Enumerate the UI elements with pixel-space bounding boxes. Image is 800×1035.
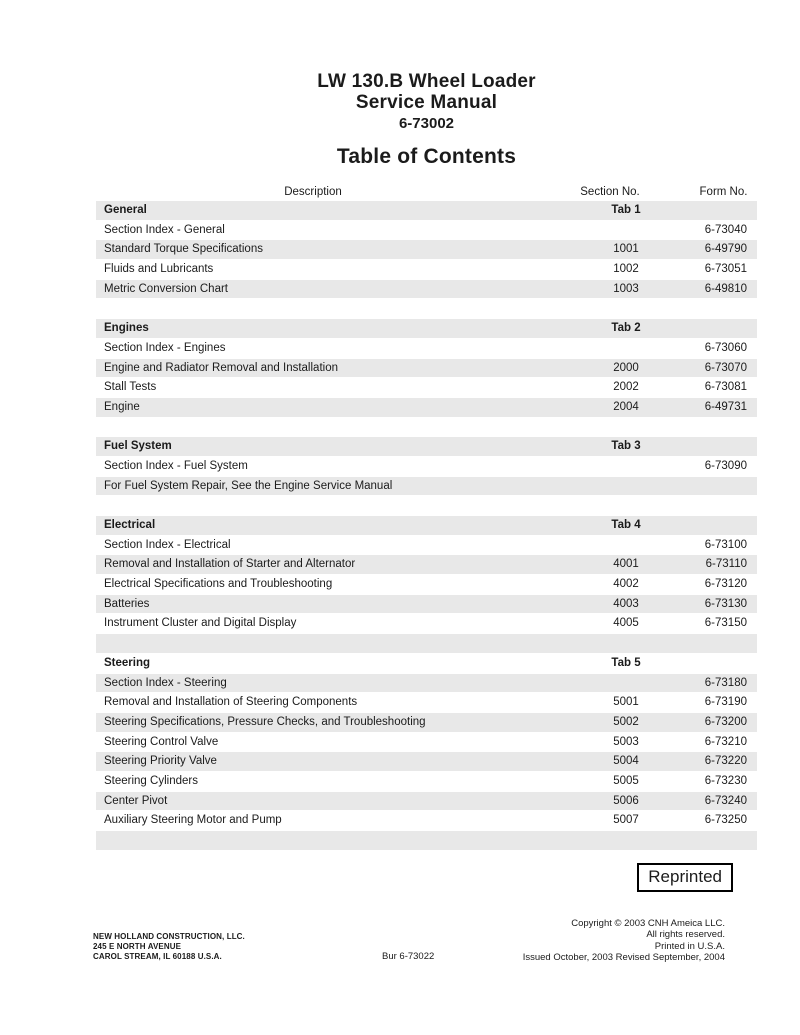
toc-row bbox=[96, 575, 757, 594]
form-no-cell bbox=[690, 319, 757, 338]
section-no-cell: 5005 bbox=[613, 774, 639, 787]
form-no-cell: 6-73040 bbox=[704, 223, 747, 236]
spacer-row bbox=[96, 496, 757, 515]
section-no-cell: 5007 bbox=[613, 814, 639, 827]
section-no-cell bbox=[530, 299, 690, 318]
form-no-cell: 6-73110 bbox=[705, 558, 747, 571]
section-no-cell: 1003 bbox=[613, 282, 639, 295]
toc-row bbox=[96, 457, 757, 476]
column-header-description: Description bbox=[284, 186, 342, 198]
toc-row bbox=[96, 595, 757, 614]
description-cell: Instrument Cluster and Digital Display bbox=[104, 617, 297, 630]
toc-row bbox=[96, 614, 757, 633]
toc-row bbox=[96, 240, 757, 259]
spacer-row bbox=[96, 634, 757, 653]
form-no-cell: 6-73250 bbox=[704, 814, 747, 827]
section-no-cell: Tab 5 bbox=[611, 656, 641, 669]
description-cell: Stall Tests bbox=[104, 381, 157, 394]
description-cell: Auxiliary Steering Motor and Pump bbox=[104, 814, 282, 827]
description-cell: Steering bbox=[104, 656, 151, 669]
section-no-cell: 4001 bbox=[613, 558, 639, 571]
description-cell: General bbox=[104, 204, 147, 216]
spacer-row bbox=[96, 831, 757, 850]
toc-row bbox=[96, 772, 757, 791]
section-no-cell bbox=[530, 634, 690, 653]
form-no-cell: 6-73060 bbox=[704, 341, 747, 354]
description-cell: Section Index - General bbox=[104, 223, 225, 236]
form-no-cell: 6-73051 bbox=[704, 263, 747, 276]
form-no-cell bbox=[690, 477, 757, 496]
form-no-cell: 6-73180 bbox=[704, 676, 747, 689]
column-header-section-no: Section No. bbox=[580, 186, 640, 198]
column-header-form-no: Form No. bbox=[699, 186, 748, 198]
description-cell: Steering Cylinders bbox=[104, 774, 198, 787]
company-address-line: 245 E NORTH AVENUE bbox=[93, 942, 182, 951]
manual-form-code: 6-73002 bbox=[398, 115, 455, 132]
toc-row bbox=[96, 674, 757, 693]
toc-row bbox=[96, 477, 757, 496]
description-cell: Section Index - Fuel System bbox=[104, 459, 248, 472]
description-cell: Steering Control Valve bbox=[104, 735, 219, 748]
form-no-cell: 6-73130 bbox=[704, 597, 747, 610]
toc-row bbox=[96, 260, 757, 279]
form-no-cell: 6-73120 bbox=[704, 578, 747, 591]
toc-table bbox=[96, 201, 757, 850]
section-no-cell: Tab 4 bbox=[611, 519, 641, 531]
section-no-cell: 4005 bbox=[613, 617, 639, 630]
form-no-cell: 6-73070 bbox=[704, 361, 747, 374]
manual-title: LW 130.B Wheel Loader bbox=[317, 71, 536, 92]
description-cell: Engine bbox=[104, 400, 140, 413]
form-no-cell bbox=[690, 516, 757, 535]
description-cell: Standard Torque Specifications bbox=[104, 243, 263, 256]
description-cell bbox=[96, 831, 530, 850]
toc-row bbox=[96, 693, 757, 712]
spacer-row bbox=[96, 299, 757, 318]
section-header-row bbox=[96, 437, 757, 456]
section-no-cell bbox=[530, 496, 690, 515]
description-cell: Section Index - Steering bbox=[104, 676, 227, 689]
section-no-cell: Tab 2 bbox=[611, 322, 641, 335]
section-header-row bbox=[96, 319, 757, 338]
form-no-cell: 6-73200 bbox=[704, 715, 747, 728]
section-no-cell bbox=[530, 457, 690, 476]
toc-row bbox=[96, 378, 757, 397]
toc-row bbox=[96, 536, 757, 555]
form-no-cell: 6-73190 bbox=[704, 696, 747, 709]
section-no-cell: 5002 bbox=[613, 715, 639, 728]
section-no-cell: 5001 bbox=[613, 696, 639, 709]
copyright-line: Copyright © 2003 CNH Ameica LLC. bbox=[571, 918, 725, 929]
description-cell bbox=[96, 418, 530, 437]
spacer-row bbox=[96, 418, 757, 437]
section-no-cell bbox=[530, 477, 690, 496]
document-header bbox=[96, 0, 757, 168]
copyright-block bbox=[523, 918, 725, 964]
section-no-cell bbox=[530, 536, 690, 555]
form-no-cell: 6-49731 bbox=[704, 400, 747, 413]
form-no-cell bbox=[690, 654, 757, 673]
section-no-cell: 2000 bbox=[613, 361, 639, 374]
description-cell: Electrical bbox=[104, 519, 156, 531]
section-no-cell: 5003 bbox=[613, 735, 639, 748]
description-cell: Removal and Installation of Steering Components bbox=[104, 696, 358, 709]
toc-row bbox=[96, 713, 757, 732]
description-cell: Fuel System bbox=[104, 440, 172, 453]
description-cell: Section Index - Electrical bbox=[104, 538, 231, 551]
form-no-cell: 6-73230 bbox=[704, 774, 747, 787]
company-address-block bbox=[93, 932, 245, 962]
toc-row bbox=[96, 733, 757, 752]
description-cell: Batteries bbox=[104, 597, 150, 610]
section-no-cell: 5006 bbox=[613, 794, 639, 807]
description-cell bbox=[96, 299, 530, 318]
section-no-cell: 2004 bbox=[613, 400, 639, 413]
toc-row bbox=[96, 398, 757, 417]
description-cell: Removal and Installation of Starter and Alternator bbox=[104, 558, 356, 571]
form-no-cell: 6-49790 bbox=[704, 243, 747, 256]
toc-row bbox=[96, 792, 757, 811]
form-no-cell: 6-49810 bbox=[704, 282, 747, 295]
description-cell bbox=[96, 496, 530, 515]
form-no-cell bbox=[690, 496, 757, 515]
form-no-cell bbox=[690, 634, 757, 653]
section-no-cell bbox=[530, 418, 690, 437]
section-no-cell: 4002 bbox=[613, 578, 639, 591]
form-no-cell bbox=[690, 299, 757, 318]
toc-row bbox=[96, 280, 757, 299]
section-header-row bbox=[96, 654, 757, 673]
copyright-line: Issued October, 2003 Revised September, 2004 bbox=[522, 952, 725, 964]
section-header-row bbox=[96, 516, 757, 535]
description-cell: Electrical Specifications and Troubleshooting bbox=[104, 578, 333, 591]
toc-row bbox=[96, 811, 757, 830]
section-no-cell bbox=[530, 674, 690, 693]
form-no-cell bbox=[690, 831, 757, 850]
section-no-cell: Tab 1 bbox=[611, 204, 641, 216]
description-cell: Fluids and Lubricants bbox=[104, 263, 214, 276]
toc-row bbox=[96, 359, 757, 378]
form-no-cell: 6-73210 bbox=[704, 735, 747, 748]
form-no-cell: 6-73220 bbox=[704, 755, 747, 768]
toc-row bbox=[96, 221, 757, 240]
company-address-line: CAROL STREAM, IL 60188 U.S.A. bbox=[93, 952, 222, 961]
form-no-cell bbox=[690, 201, 757, 220]
form-no-cell bbox=[690, 418, 757, 437]
form-no-cell: 6-73240 bbox=[704, 794, 747, 807]
description-cell: For Fuel System Repair, See the Engine Service Manual bbox=[104, 479, 393, 492]
manual-subtitle: Service Manual bbox=[355, 92, 498, 113]
section-no-cell bbox=[530, 831, 690, 850]
description-cell: Center Pivot bbox=[104, 794, 168, 807]
description-cell: Engine and Radiator Removal and Installation bbox=[104, 361, 338, 374]
section-no-cell: Tab 3 bbox=[611, 440, 641, 453]
toc-row bbox=[96, 339, 757, 358]
section-no-cell: 1002 bbox=[613, 263, 639, 276]
section-no-cell bbox=[530, 339, 690, 358]
toc-row bbox=[96, 752, 757, 771]
description-cell: Metric Conversion Chart bbox=[104, 282, 228, 295]
section-no-cell bbox=[530, 221, 690, 240]
reprinted-stamp: Reprinted bbox=[637, 863, 733, 892]
description-cell: Steering Priority Valve bbox=[104, 755, 217, 768]
description-cell: Steering Specifications, Pressure Checks, and Troubleshooting bbox=[104, 715, 426, 728]
section-no-cell: 2002 bbox=[613, 381, 639, 394]
page-content bbox=[93, 0, 757, 964]
toc-row bbox=[96, 555, 757, 574]
section-header-row bbox=[96, 201, 757, 220]
description-cell bbox=[96, 634, 530, 653]
company-address-line: NEW HOLLAND CONSTRUCTION, LLC. bbox=[93, 932, 245, 941]
copyright-line: All rights reserved. bbox=[646, 929, 725, 941]
section-no-cell: 4003 bbox=[613, 597, 639, 610]
bur-number: Bur 6-73022 bbox=[382, 951, 435, 962]
copyright-line: Printed in U.S.A. bbox=[654, 940, 725, 952]
toc-title: Table of Contents bbox=[336, 145, 517, 168]
form-no-cell: 6-73090 bbox=[704, 459, 747, 472]
section-no-cell: 5004 bbox=[613, 755, 639, 768]
description-cell: Engines bbox=[104, 322, 149, 335]
section-no-cell: 1001 bbox=[613, 243, 639, 256]
form-no-cell bbox=[690, 437, 757, 456]
form-no-cell: 6-73081 bbox=[704, 381, 747, 394]
table-column-headers bbox=[96, 183, 757, 201]
description-cell: Section Index - Engines bbox=[104, 341, 226, 354]
form-no-cell: 6-73100 bbox=[704, 538, 747, 551]
form-no-cell: 6-73150 bbox=[704, 617, 747, 630]
